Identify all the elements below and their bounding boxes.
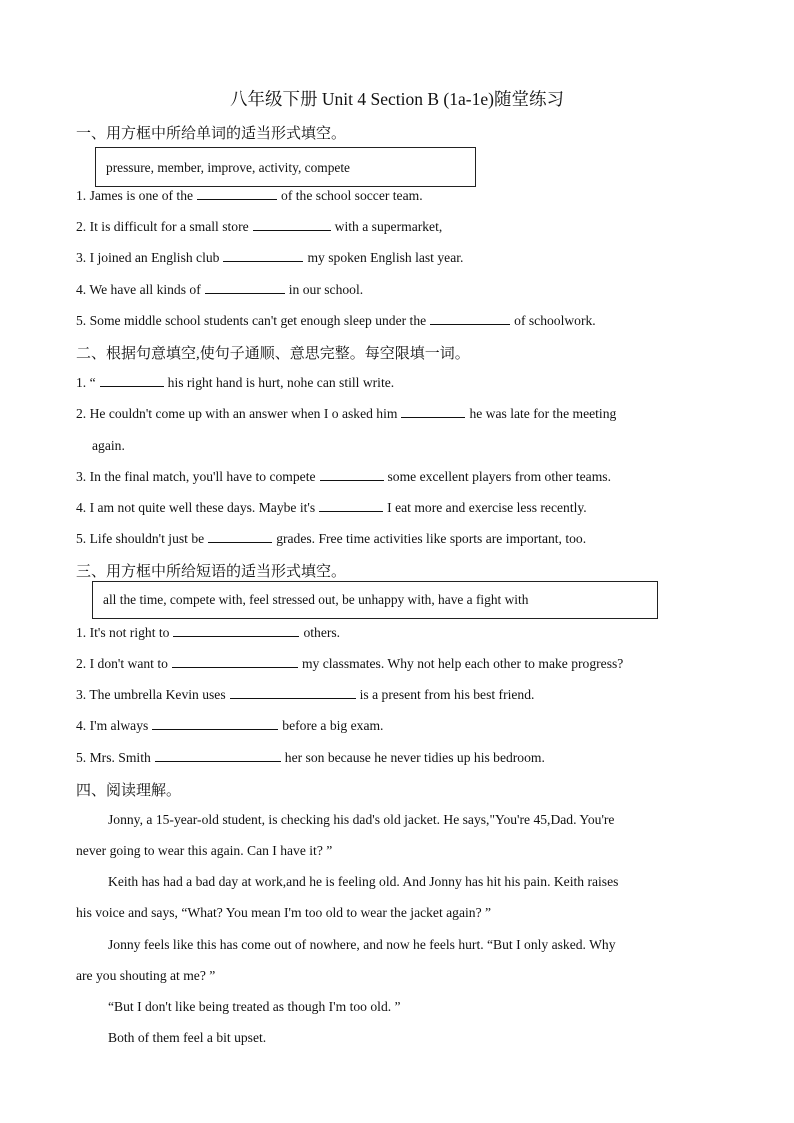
question-text: 3. I joined an English club	[76, 250, 220, 265]
question-text: 5. Some middle school students can't get enough sleep under the	[76, 313, 427, 328]
passage-paragraph-3: Jonny feels like this has come out of nowhere, and now he feels hurt. “But I only asked. Why	[108, 937, 616, 952]
question-text: 1. “	[76, 375, 96, 390]
question-text: 4. I'm always	[76, 718, 149, 733]
question-text: in our school.	[288, 282, 364, 297]
question-text: her son because he never tidies up his bedroom.	[284, 750, 545, 765]
answer-blank[interactable]	[155, 750, 281, 762]
section-1-heading: 一、用方框中所给单词的适当形式填空。	[76, 126, 347, 142]
section-2-heading: 二、根据句意填空,使句子通顺、意思完整。每空限填一词。	[76, 346, 470, 362]
answer-blank[interactable]	[430, 313, 510, 325]
passage-paragraph-1: Jonny, a 15-year-old student, is checking his dad's old jacket. He says,"You're 45,Dad. You're	[108, 812, 615, 827]
passage-paragraph-4: “But I don't like being treated as though I'm too old. ”	[108, 999, 401, 1014]
part1-question-2	[76, 219, 442, 235]
question-text: 2. I don't want to	[76, 656, 168, 671]
passage-paragraph-5: Both of them feel a bit upset.	[108, 1030, 267, 1045]
part3-question-4	[76, 718, 383, 734]
question-text: my classmates. Why not help each other to make progress?	[301, 656, 624, 671]
question-text: others.	[303, 625, 341, 640]
passage-paragraph-2-cont: his voice and says, “What? You mean I'm too old to wear the jacket again? ”	[76, 905, 492, 920]
part1-question-3	[76, 250, 463, 266]
answer-blank[interactable]	[172, 656, 298, 668]
part2-question-4	[76, 500, 587, 516]
question-text: 3. In the final match, you'll have to compete	[76, 469, 316, 484]
question-text: 1. James is one of the	[76, 188, 194, 203]
section-3-heading: 三、用方框中所给短语的适当形式填空。	[76, 564, 347, 580]
part2-question-3	[76, 469, 611, 485]
part1-question-4	[76, 282, 363, 298]
question-text: 1. It's not right to	[76, 625, 170, 640]
part1-question-1	[76, 188, 423, 204]
question-text: my spoken English last year.	[307, 250, 464, 265]
answer-blank[interactable]	[319, 500, 383, 512]
part1-question-5	[76, 313, 596, 329]
part3-question-1	[76, 625, 340, 641]
answer-blank[interactable]	[320, 469, 384, 481]
question-text: 5. Mrs. Smith	[76, 750, 151, 765]
part2-question-1	[76, 375, 394, 391]
part2-question-2	[76, 406, 616, 422]
answer-blank[interactable]	[208, 531, 272, 543]
question-text: of the school soccer team.	[281, 188, 423, 203]
phrase-box-3: all the time, compete with, feel stressed out, be unhappy with, have a fight with	[92, 581, 658, 619]
question-text: he was late for the meeting	[469, 406, 617, 421]
question-text: of schoolwork.	[514, 313, 596, 328]
part3-question-2	[76, 656, 623, 672]
answer-blank[interactable]	[230, 687, 356, 699]
passage-paragraph-3-cont: are you shouting at me? ”	[76, 968, 216, 983]
question-text: with a supermarket,	[334, 219, 443, 234]
question-text: 4. I am not quite well these days. Maybe it's	[76, 500, 316, 515]
answer-blank[interactable]	[152, 718, 278, 730]
answer-blank[interactable]	[223, 250, 303, 262]
question-text: is a present from his best friend.	[359, 687, 535, 702]
part3-question-3	[76, 687, 534, 703]
answer-blank[interactable]	[197, 188, 277, 200]
question-text: 2. He couldn't come up with an answer when I o asked him	[76, 406, 398, 421]
answer-blank[interactable]	[253, 219, 331, 231]
page-title: 八年级下册 Unit 4 Section B (1a-1e)随堂练习	[230, 89, 564, 109]
question-text: some excellent players from other teams.	[387, 469, 611, 484]
question-text: I eat more and exercise less recently.	[387, 500, 587, 515]
passage-paragraph-1-cont: never going to wear this again. Can I have it? ”	[76, 843, 333, 858]
section-4-heading: 四、阅读理解。	[76, 783, 182, 799]
passage-paragraph-2: Keith has had a bad day at work,and he is feeling old. And Jonny has hit his pain. Keith raises	[108, 874, 619, 889]
question-text: 2. It is difficult for a small store	[76, 219, 249, 234]
part2-question-5	[76, 531, 586, 547]
answer-blank[interactable]	[173, 625, 299, 637]
question-text: 4. We have all kinds of	[76, 282, 201, 297]
word-box-1: pressure, member, improve, activity, compete	[95, 147, 476, 187]
question-text: 5. Life shouldn't just be	[76, 531, 205, 546]
answer-blank[interactable]	[401, 406, 465, 418]
part2-question-2-continued: again.	[92, 438, 125, 453]
question-text: 3. The umbrella Kevin uses	[76, 687, 226, 702]
question-text: grades. Free time activities like sports are important, too.	[276, 531, 587, 546]
question-text: before a big exam.	[282, 718, 384, 733]
answer-blank[interactable]	[205, 282, 285, 294]
answer-blank[interactable]	[100, 375, 164, 387]
question-text: his right hand is hurt, nohe can still write.	[167, 375, 395, 390]
part3-question-5	[76, 750, 545, 766]
